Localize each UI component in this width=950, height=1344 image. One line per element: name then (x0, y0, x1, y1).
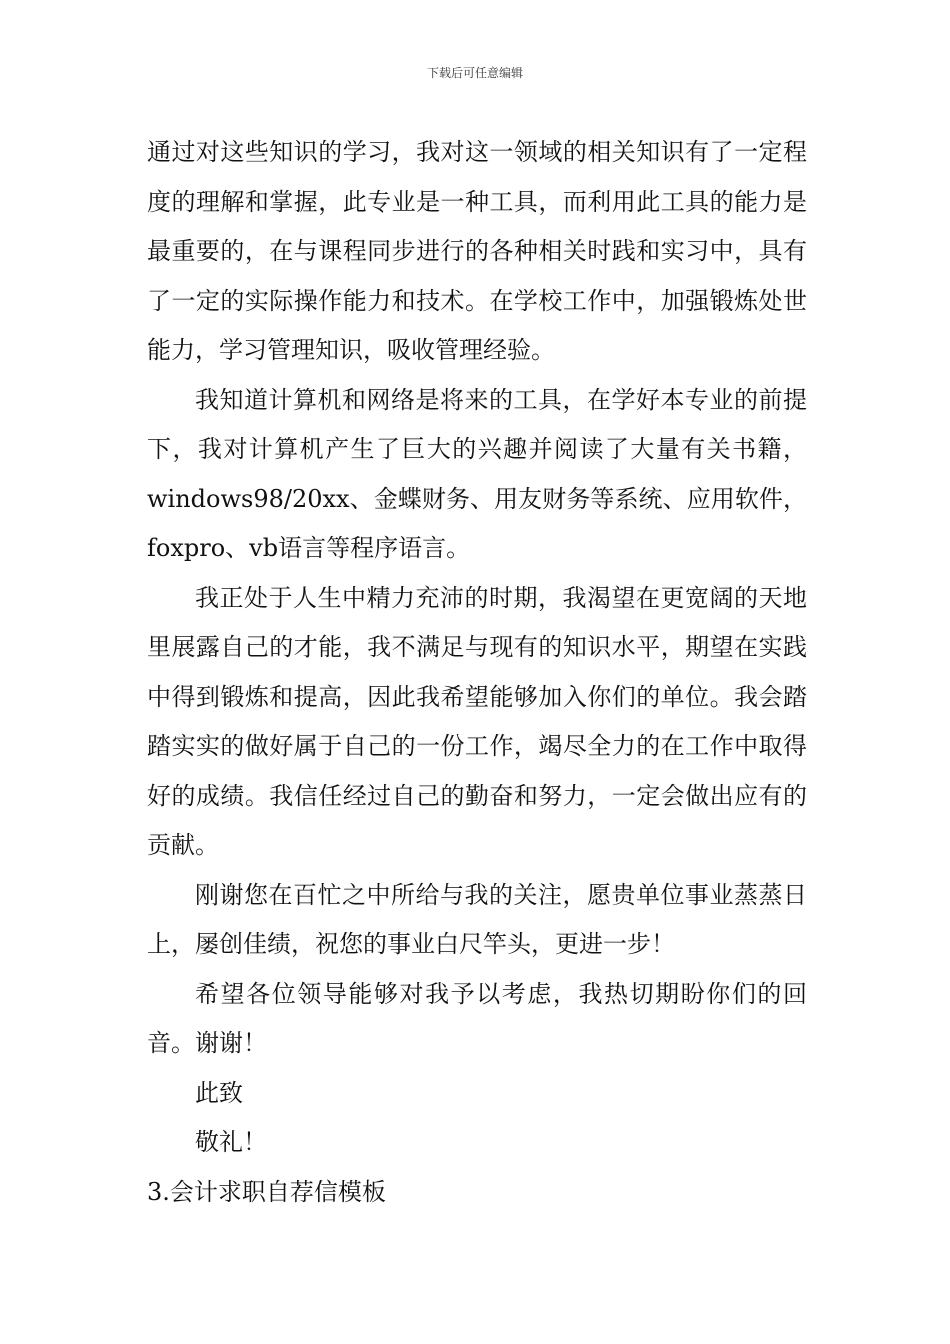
paragraph-aspiration: 我正处于人生中精力充沛的时期，我渴望在更宽阔的天地里展露自己的才能，我不满足与现有的知识水平，期望在实践中得到锻炼和提高，因此我希望能够加入你们的单位。我会踏踏实实的做好属于自己的一份工作，竭尽全力的在工作中取得好的成绩。我信任经过自己的勤奋和努力，一定会做出应有的贡献。 (147, 583, 807, 859)
page-header: 下载后可任意编辑 (426, 66, 523, 80)
closing-regards: 敬礼！ (195, 1128, 267, 1156)
paragraph-computer-skills: 我知道计算机和网络是将来的工具，在学好本专业的前提下，我对计算机产生了巨大的兴趣并阅读了大量有关书籍，windows98/20xx、金蝶财务、用友财务等系统、应用软件，foxpro、vb语言等程序语言。 (147, 385, 807, 562)
paragraph-study-skills: 通过对这些知识的学习，我对这一领域的相关知识有了一定程度的理解和掌握，此专业是一种工具，而利用此工具的能力是最重要的，在与课程同步进行的各种相关时践和实习中，具有了一定的实际操作能力和技术。在学校工作中，加强锻炼处世能力，学习管理知识，吸收管理经验。 (147, 138, 807, 364)
document-body (147, 128, 807, 1217)
paragraph-thanks: 刚谢您在百忙之中所给与我的关注，愿贵单位事业蒸蒸日上，屡创佳绩，祝您的事业白尺竿头，更进一步！ (147, 880, 807, 958)
closing-salutation: 此致 (195, 1078, 243, 1107)
paragraph-hope: 希望各位领导能够对我予以考虑，我热切期盼你们的回音。谢谢！ (147, 979, 807, 1057)
section-heading: 3.会计求职自荐信模板 (147, 1177, 386, 1206)
